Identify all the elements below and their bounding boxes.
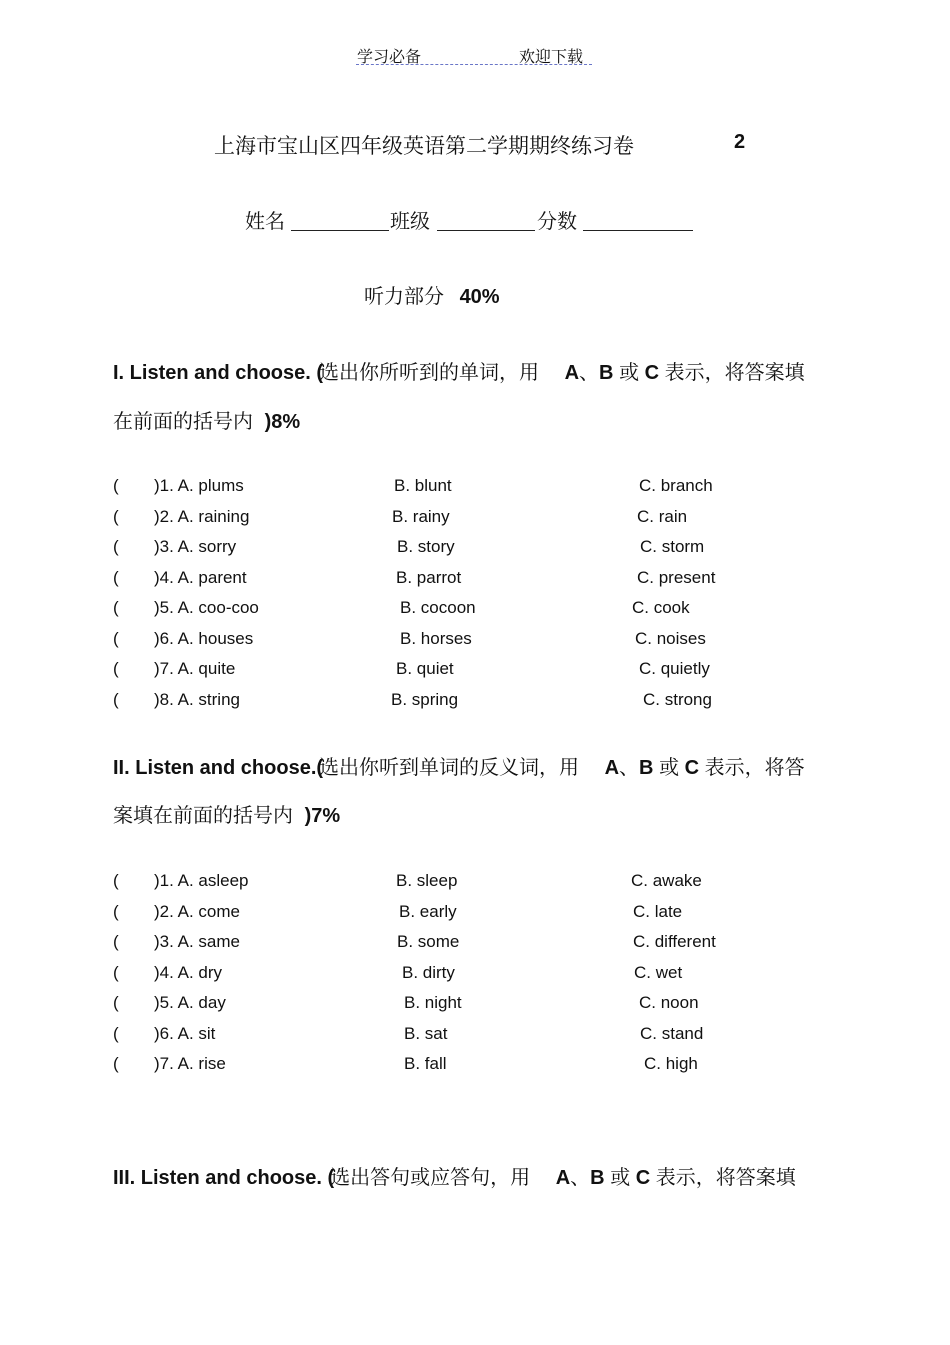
question-option-b: B. quiet [396, 659, 454, 678]
question-option-b: B. cocoon [400, 598, 476, 617]
question-option-a: )1. A. plums [154, 476, 244, 495]
question-option-c: C. branch [639, 476, 713, 495]
section3-opt-c: C [635, 1167, 651, 1189]
section2-opt-a: A [604, 757, 620, 779]
class-label: 班级 [390, 209, 430, 233]
question-option-a: )6. A. houses [154, 628, 254, 648]
answer-paren[interactable]: ( [113, 537, 119, 556]
section2-heading-line2 [113, 799, 340, 828]
section3-or: 或 [610, 1165, 631, 1189]
question-option-b: B. sleep [396, 871, 458, 890]
header-right-text: 欢迎下载 [519, 47, 584, 66]
header-left-text: 学习必备 [357, 47, 422, 66]
question-row [0, 629, 950, 651]
section1-heading [113, 356, 805, 385]
section1-heading-line2 [113, 405, 300, 434]
answer-paren[interactable]: ( [113, 871, 119, 890]
question-option-b: B. some [397, 932, 460, 951]
class-blank[interactable] [437, 229, 535, 231]
section2-sep: 、 [619, 755, 640, 779]
question-row [0, 963, 950, 985]
question-option-c: C. rain [637, 506, 688, 526]
question-option-c: C. storm [640, 537, 705, 556]
question-option-b: B. fall [404, 1054, 447, 1073]
question-row [0, 871, 950, 893]
question-option-a: )3. A. sorry [154, 537, 237, 556]
section1-line2-cn: 在前面的括号内 [113, 409, 253, 433]
question-row [0, 507, 950, 529]
section1-heading-cn: 选出你所听到的单词，用 [319, 360, 540, 384]
question-row [0, 902, 950, 924]
answer-paren[interactable]: ( [113, 628, 119, 648]
question-row [0, 690, 950, 712]
question-option-b: B. rainy [392, 506, 450, 526]
question-option-a: )2. A. raining [154, 506, 250, 526]
question-option-a: )6. A. sit [154, 1023, 216, 1043]
question-option-b: B. spring [391, 689, 459, 709]
section2-opt-c: C [684, 757, 700, 779]
question-option-b: B. dirty [402, 962, 455, 982]
section3-sep: 、 [570, 1165, 591, 1189]
answer-paren[interactable]: ( [113, 932, 119, 951]
question-option-c: C. cook [632, 598, 690, 617]
section1-heading-en: I. Listen and choose. ( [113, 362, 324, 384]
question-option-c: C. late [633, 901, 683, 921]
question-row [0, 568, 950, 590]
question-option-b: B. parrot [396, 567, 462, 587]
answer-paren[interactable]: ( [113, 476, 119, 495]
question-option-a: )4. A. parent [154, 567, 247, 587]
question-option-a: )8. A. string [154, 689, 240, 709]
question-option-c: C. quietly [639, 659, 710, 678]
listening-percent: 40% [459, 286, 500, 308]
question-row [0, 993, 950, 1015]
question-option-c: C. wet [634, 962, 683, 982]
listening-label: 听力部分 [364, 284, 444, 308]
section2-heading-cn: 选出你听到单词的反义词，用 [319, 755, 580, 779]
answer-paren[interactable]: ( [113, 901, 119, 921]
question-option-c: C. noon [639, 993, 699, 1012]
answer-paren[interactable]: ( [113, 993, 119, 1012]
question-option-a: )7. A. quite [154, 659, 236, 678]
section2-heading [113, 751, 805, 780]
section3-heading [113, 1161, 796, 1190]
question-option-b: B. horses [400, 628, 472, 648]
section3-opt-a: A [555, 1167, 571, 1189]
question-row [0, 1054, 950, 1076]
question-option-c: C. high [644, 1054, 698, 1073]
question-option-b: B. story [397, 537, 455, 556]
listening-heading [364, 280, 500, 309]
page-title: 上海市宝山区四年级英语第二学期期终练习卷 [214, 134, 634, 158]
question-option-a: )5. A. coo-coo [154, 598, 259, 617]
answer-paren[interactable]: ( [113, 506, 119, 526]
section3-heading-cn: 选出答句或应答句，用 [330, 1165, 531, 1189]
section1-opt-a: A [564, 362, 580, 384]
section2-opt-b: B [639, 757, 654, 779]
question-option-b: B. early [399, 901, 457, 921]
question-option-c: C. strong [643, 689, 712, 709]
question-option-a: )2. A. come [154, 901, 240, 921]
score-label: 分数 [537, 209, 577, 233]
header-dashed-underline [356, 64, 592, 65]
question-option-c: C. noises [635, 628, 706, 648]
section1-line2-pct: )8% [264, 411, 301, 433]
question-row [0, 537, 950, 559]
question-row [0, 1024, 950, 1046]
answer-paren[interactable]: ( [113, 1023, 119, 1043]
section3-heading-en: III. Listen and choose. ( [113, 1167, 335, 1189]
section2-line2-pct: )7% [304, 805, 341, 827]
question-option-c: C. stand [640, 1023, 704, 1043]
answer-paren[interactable]: ( [113, 962, 119, 982]
question-row [0, 476, 950, 498]
answer-paren[interactable]: ( [113, 659, 119, 678]
question-option-a: )1. A. asleep [154, 871, 249, 890]
question-row [0, 659, 950, 681]
question-option-a: )3. A. same [154, 932, 240, 951]
question-option-c: C. present [637, 567, 716, 587]
question-row [0, 598, 950, 620]
section1-opt-c: C [644, 362, 660, 384]
question-option-c: C. different [633, 932, 716, 951]
question-option-a: )7. A. rise [154, 1054, 226, 1073]
name-label: 姓名 [245, 209, 285, 233]
page-title-number: 2 [734, 131, 746, 153]
question-option-b: B. sat [404, 1023, 448, 1043]
answer-paren[interactable]: ( [113, 598, 119, 617]
question-row [0, 932, 950, 954]
section1-sep: 、 [579, 360, 600, 384]
section2-line2-cn: 案填在前面的括号内 [113, 803, 293, 827]
question-option-a: )4. A. dry [154, 962, 223, 982]
answer-paren[interactable]: ( [113, 1054, 119, 1073]
section1-or: 或 [619, 360, 640, 384]
section2-heading-en: II. Listen and choose.( [113, 757, 324, 779]
section3-heading-tail: 表示，将答案填 [655, 1165, 796, 1189]
score-blank[interactable] [583, 229, 693, 231]
answer-paren[interactable]: ( [113, 689, 119, 709]
question-option-a: )5. A. day [154, 993, 226, 1012]
section2-or: 或 [659, 755, 680, 779]
name-blank[interactable] [291, 229, 389, 231]
section1-opt-b: B [599, 362, 614, 384]
question-option-c: C. awake [631, 871, 702, 890]
question-option-b: B. night [404, 993, 462, 1012]
section3-opt-b: B [590, 1167, 605, 1189]
section2-heading-tail: 表示，将答 [704, 755, 805, 779]
question-option-b: B. blunt [394, 476, 452, 495]
section1-heading-tail: 表示，将答案填 [664, 360, 805, 384]
answer-paren[interactable]: ( [113, 567, 119, 587]
